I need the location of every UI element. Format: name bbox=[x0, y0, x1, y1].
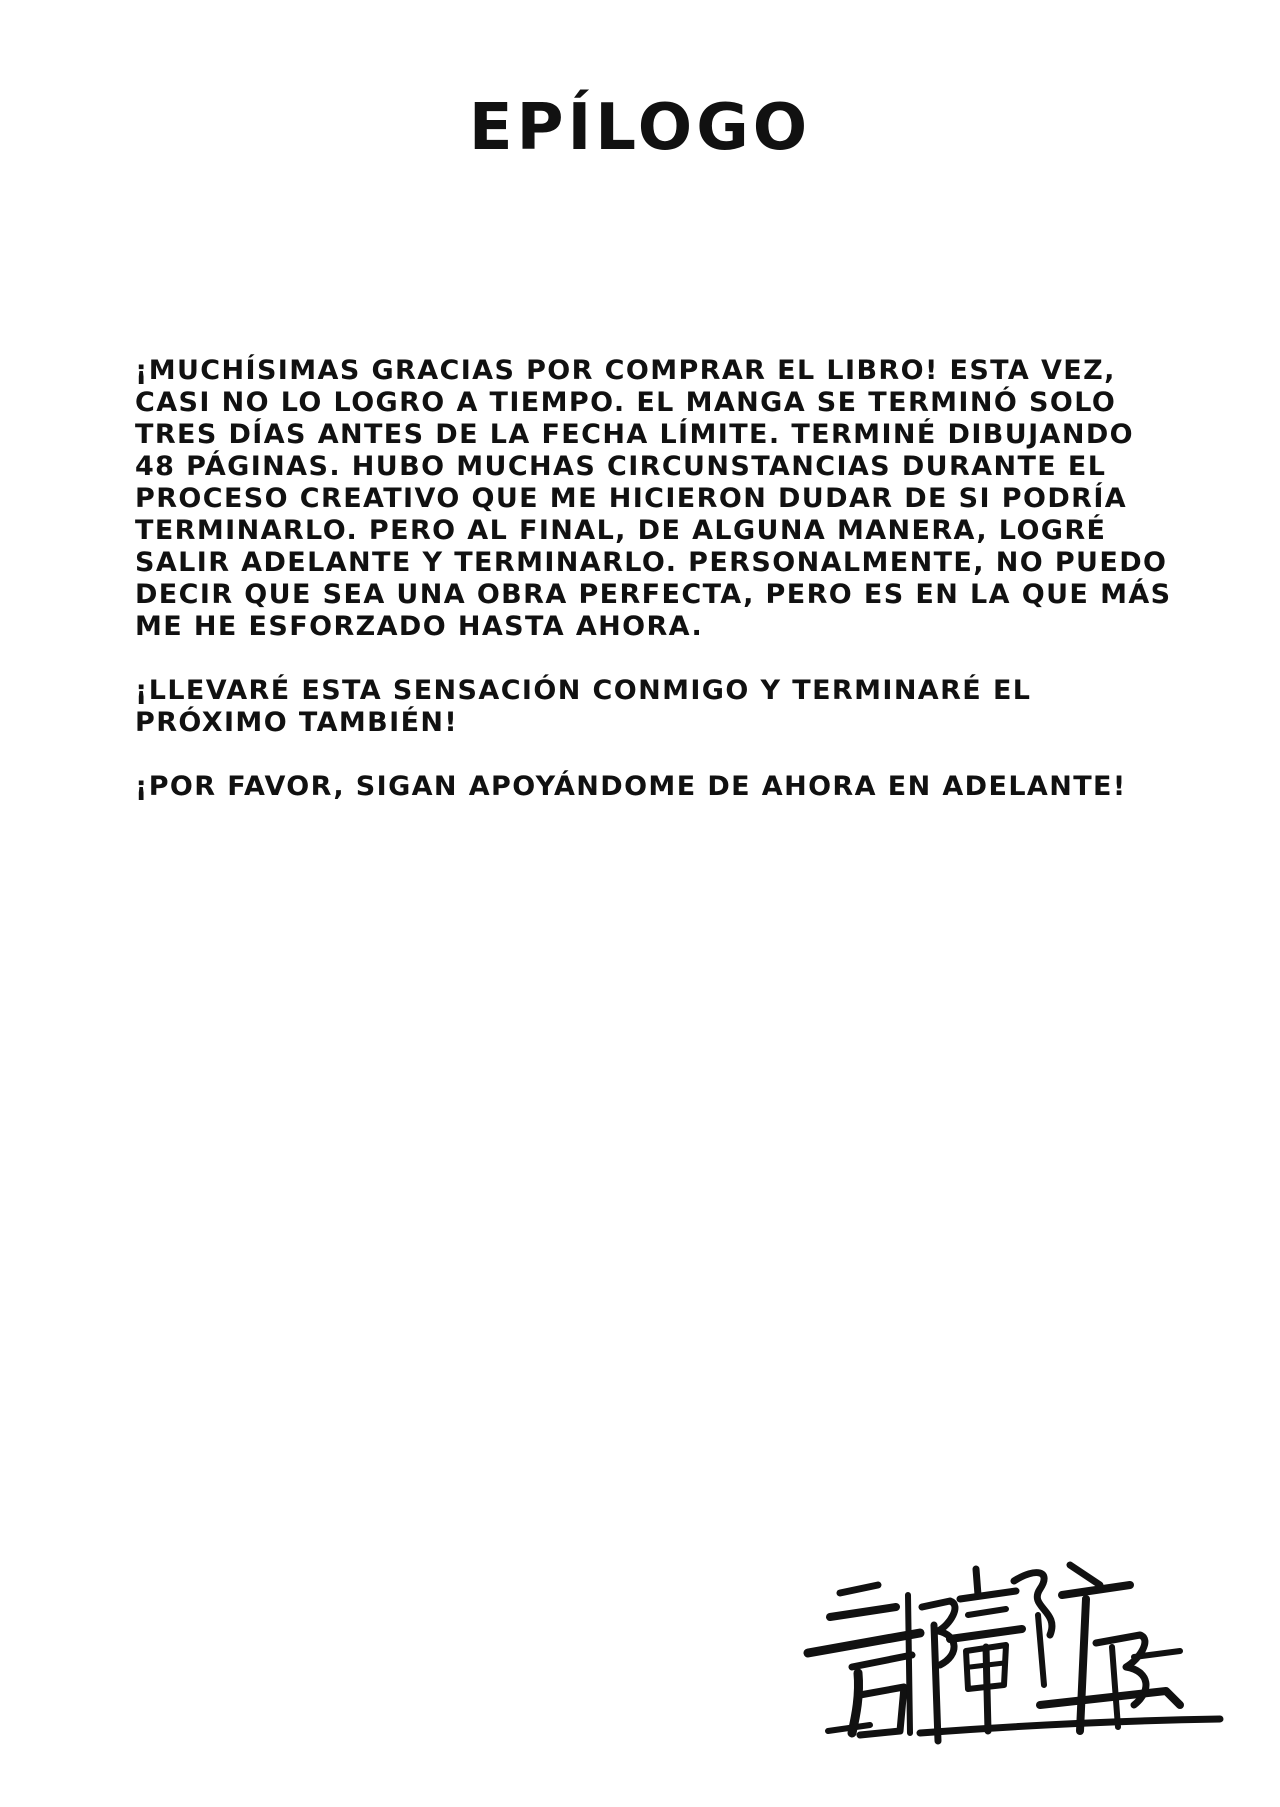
paragraph-support-request: ¡POR FAVOR, SIGAN APOYÁNDOME DE AHORA EN ADELANTE! bbox=[135, 771, 1127, 802]
page-title: EPÍLOGO bbox=[468, 91, 812, 165]
afterword-body bbox=[135, 355, 1185, 835]
handwritten-signature-icon bbox=[800, 1555, 1230, 1745]
paragraph-next-work: ¡LLEVARÉ ESTA SENSACIÓN CONMIGO Y TERMINARÉ EL PRÓXIMO TAMBIÉN! bbox=[135, 675, 1032, 738]
paragraph-thanks: ¡MUCHÍSIMAS GRACIAS POR COMPRAR EL LIBRO! ESTA VEZ, CASI NO LO LOGRO A TIEMPO. EL MANGA SE TERMINÓ SOLO TRES DÍAS ANTES DE LA FECHA LÍMITE. TERMINÉ DIBUJANDO 48 PÁGINAS. HUBO MUCHAS CIRCUNSTANCIAS DURANTE EL PROCESO CREATIVO QUE ME HICIERON DUDAR DE SI PODRÍA TERMINARLO. PERO AL FINAL, DE ALGUNA MANERA, LOGRÉ SALIR ADELANTE Y TERMINARLO. PERSONALMENTE, NO PUEDO DECIR QUE SEA UNA OBRA PERFECTA, PERO ES EN LA QUE MÁS ME HE ESFORZADO HASTA AHORA. bbox=[135, 355, 1172, 642]
